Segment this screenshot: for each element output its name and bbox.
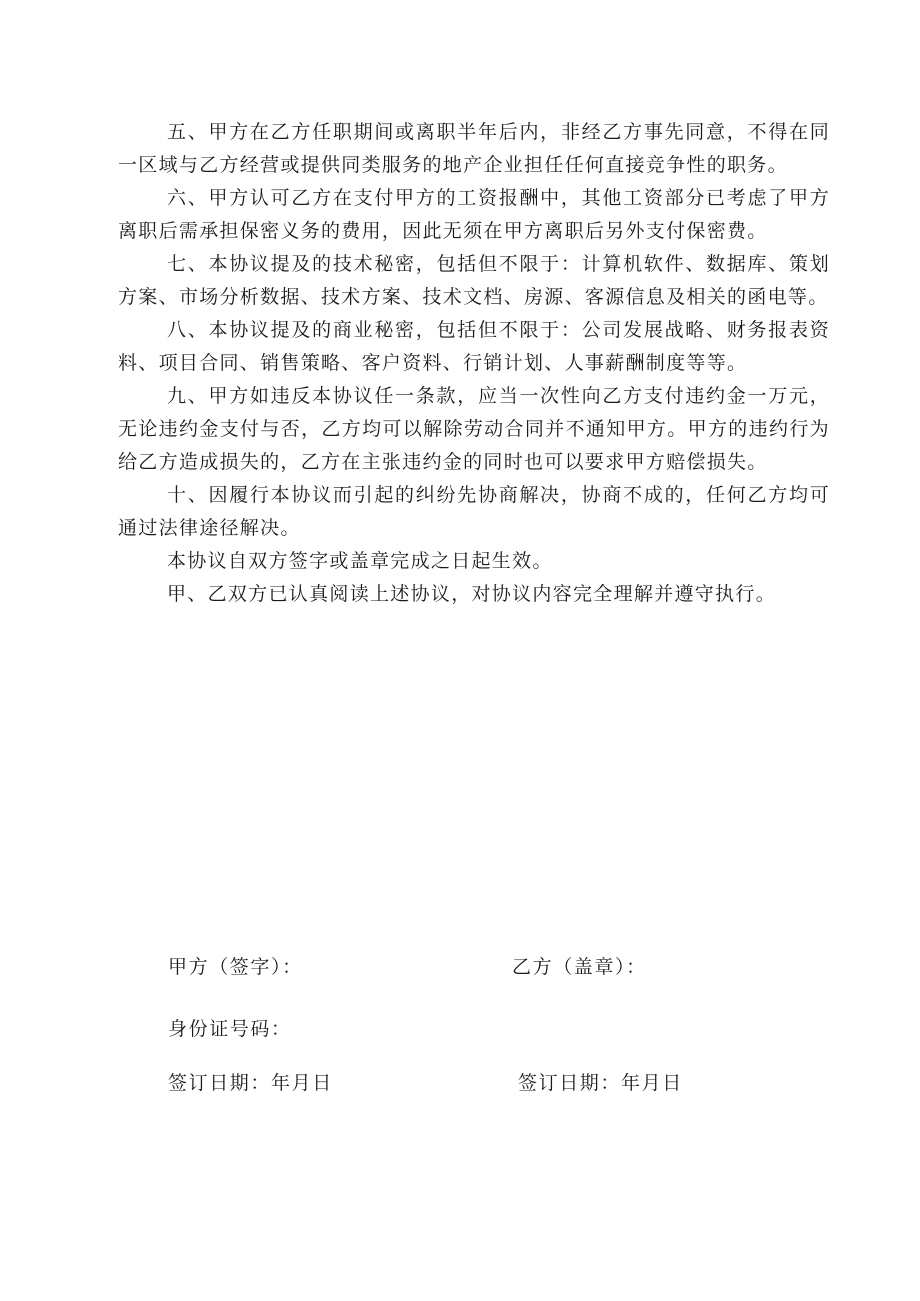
- clause-six: 六、甲方认可乙方在支付甲方的工资报酬中，其他工资部分已考虑了甲方离职后需承担保密义务的费用，因此无须在甲方离职后另外支付保密费。: [118, 187, 830, 242]
- acknowledgement-clause: 甲、乙双方已认真阅读上述协议，对协议内容完全理解并遵守执行。: [167, 583, 777, 605]
- party-a-signature-label: 甲方（签字）：: [168, 956, 303, 978]
- party-b-seal-label: 乙方（盖章）：: [512, 956, 647, 978]
- clause-eight: 八、本协议提及的商业秘密，包括但不限于：公司发展战略、财务报表资料、项目合同、销售策略、客户资料、行销计划、人事薪酬制度等等。: [118, 319, 830, 374]
- party-b-date-label: 签订日期：年月日: [518, 1072, 683, 1094]
- clause-five: 五、甲方在乙方任职期间或离职半年后内，非经乙方事先同意，不得在同一区域与乙方经营或提供同类服务的地产企业担任任何直接竞争性的职务。: [118, 121, 830, 176]
- agreement-body: [118, 116, 830, 611]
- id-number-label: 身份证号码：: [168, 1018, 292, 1040]
- effective-clause: 本协议自双方签字或盖章完成之日起生效。: [167, 550, 553, 572]
- clause-nine: 九、甲方如违反本协议任一条款，应当一次性向乙方支付违约金一万元，无论违约金支付与否，乙方均可以解除劳动合同并不通知甲方。甲方的违约行为给乙方造成损失的，乙方在主张违约金的同时也可以要求甲方赔偿损失。: [118, 385, 830, 473]
- party-a-date-label: 签订日期：年月日: [168, 1072, 333, 1094]
- clause-ten: 十、因履行本协议而引起的纠纷先协商解决，协商不成的，任何乙方均可通过法律途径解决。: [118, 484, 830, 539]
- clause-seven: 七、本协议提及的技术秘密，包括但不限于：计算机软件、数据库、策划方案、市场分析数据、技术方案、技术文档、房源、客源信息及相关的函电等。: [118, 253, 830, 308]
